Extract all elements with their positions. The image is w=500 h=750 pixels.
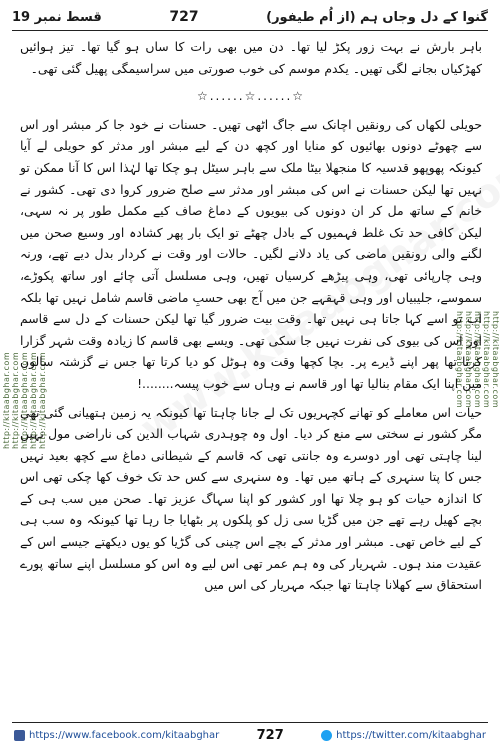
header-page-number: 727 (169, 9, 199, 25)
section-break: ☆......☆......☆ (196, 89, 306, 104)
novel-title: گنوا کے دل وجاں ہم (از اُم طیفور) (266, 9, 488, 25)
twitter-link[interactable] (321, 730, 486, 741)
paragraph: حویلی لکھاں کی رونقیں اچانک سے جاگ اٹھی تھیں۔ حسنات نے خود جا کر مبشر اور اس سے چھوٹے دونوں بھائیوں کو منایا اور کچھ دن کے لیے مبشر اور مدثر کو حویلی لے آیا کیونکہ پھوپھو قدسیہ کا منجھلا بیٹا ملک سے باہر سیٹل ہو چکا تھا لہٰذا اس کا آنا ممکن تو نہیں تھا لیکن حسنات نے اس کی مبشر اور مدثر سے صلح ضرور کروا دی تھی۔ کشور نے خانم کے ساتھ مل کر ان دونوں کی بیویوں کے دماغ صاف کیے مکمل طور پر نہ سہی، لیکن کافی حد تک غلط فہمیوں کے بادل چھٹے تو ایک بار پھر کشادہ اور وسیع صحن میں لگنے والی رونقیں ماضی کی یاد دلانے لگیں۔ حالات اور وقت نے کردار بدل دیے تھے، ورنہ وہی چارپائی تھی، وہی پیڑھے کرسیاں تھیں، وہی مسلسل آتی چائے اور ساتھ پکوڑے، سموسے، جلیبیاں اور وہی قہقہے جن میں آج بھی حسبِ ماضی قاسم شامل نہیں تھا بلکہ اب تو اسے کہا جاتا ہی نہیں تھا۔ وقت بیت ضرور گیا تھا لیکن حسنات کے دل سے قاسم اور اس کی بیوی کی نفرت نہیں جا سکی تھی۔ ویسے بھی قاسم کا زیادہ وقت شہر گزارا کرتا تھا پھر اپنے ڈیرے پر۔ بچا کچھا وقت وہ ہوٹل کو دیا کرتا تھا جس نے گزشتہ سالوں میں اپنا ایک مقام بنالیا تھا اور قاسم نے وہاں سے خوب پیسہ........! (20, 116, 482, 391)
side-link[interactable]: http://kitaabghar.com (473, 311, 482, 409)
facebook-icon (14, 730, 25, 741)
paragraph: باہر بارش نے بہت زور پکڑ لیا تھا۔ دن میں بھی رات کا ساں ہو گیا تھا۔ تیز ہوائیں کھڑکیاں بجانے لگی تھیں۔ یکدم موسم کی خوب صورتی میں سراسیمگی پھیل گئی تھی۔ (20, 39, 482, 76)
left-margin-links (2, 40, 47, 720)
side-link[interactable]: http://kitaabghar.com (482, 311, 491, 409)
footer-page-number: 727 (256, 727, 284, 743)
side-link[interactable]: http://kitaabghar.com (455, 311, 464, 409)
side-link[interactable]: http://kitaabghar.com (29, 351, 38, 449)
side-link[interactable]: http://kitaabghar.com (38, 351, 47, 449)
twitter-icon (321, 730, 332, 741)
page-footer (14, 726, 486, 744)
page-header (12, 6, 488, 28)
side-link[interactable]: http://kitaabghar.com (491, 311, 500, 409)
side-link[interactable]: http://kitaabghar.com (464, 311, 473, 409)
page-content (20, 36, 482, 718)
right-margin-links (455, 40, 500, 720)
side-link[interactable]: http://kitaabghar.com (11, 351, 20, 449)
side-link[interactable]: http://kitaabghar.com (20, 351, 29, 449)
paragraph: حیات اس معاملے کو تھانے کچہریوں تک لے جانا چاہتا تھا کیونکہ یہ زمین ہتھیانی گئی تھی مگر کشور نے سختی سے منع کر دیا۔ اول وہ چوہدری شہاب الدین کی ناراضی مول نہیں لینا چاہتی تھی اور دوسرے وہ جانتی تھی کہ قاسم کے شیطانی دماغ سے کچھ بعید نہیں جس کا پتا سنہری کے ہاتھ میں تھا۔ وہ سنہری سے کس حد تک خوف کھا چکی تھی اس کا اندازہ حیات کو ہو چلا تھا اور کشور کو اپنا سہاگ عزیز تھا۔ صحن میں سب ہی کے بچے کھیل رہے تھے جن میں گڑیا سی زل کو پلکوں پر بٹھایا جا رہا تھا کیونکہ وہ سب ہی کے لیے خاص تھی۔ مبشر اور مدثر کے بچے اس چینی کی گڑیا کو یوں دیکھتے جیسے اس کے عقیدت مند ہوں۔ شہریار کی وہ ہم عمر تھی اس لیے وہ اس کو مسلسل اپنے ساتھ پورے استحقاق سے کھلانا چاہتا تھا جبکہ مہریار کی اس میں (20, 404, 482, 593)
side-link[interactable]: http://kitaabghar.com (2, 351, 11, 449)
footer-divider (12, 722, 488, 723)
header-divider (12, 30, 488, 31)
twitter-url[interactable]: https://twitter.com/kitaabghar (336, 729, 486, 741)
facebook-link[interactable] (14, 730, 219, 741)
facebook-url[interactable]: https://www.facebook.com/kitaabghar (29, 729, 220, 741)
episode-number: قسط نمبر 19 (12, 9, 102, 25)
